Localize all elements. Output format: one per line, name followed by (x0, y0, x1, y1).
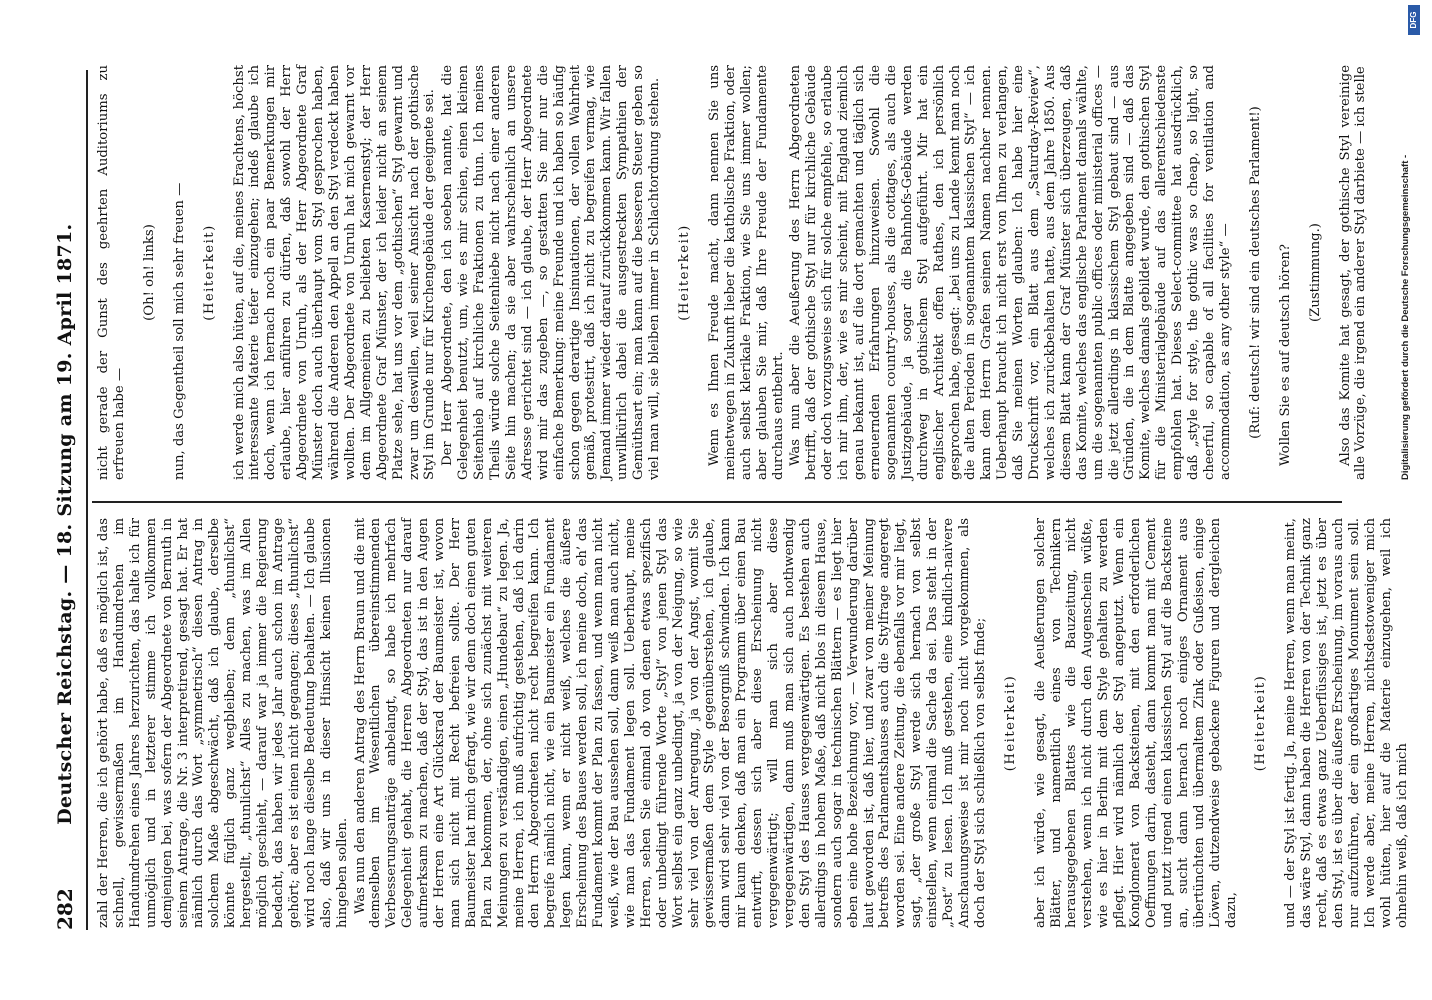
page-title: Deutscher Reichstag. — 18. Sitzung am 19. April 1871. (54, 223, 76, 825)
laughter-note: (Heiterkeit) (1002, 674, 1018, 772)
laughter-note: (Heiterkeit) (201, 224, 217, 321)
right-column (96, 65, 1371, 480)
paragraph: zahl der Herren, die ich gehört habe, daß es möglich ist, das schnell, gewissermaßen im Handumdrehen im Handumdrehen eines Jahres herzurichten, das halte ich für unmöglich und in letzterer stimme ich vollkommen demjenigen bei, was sofern der Abgeordnete von Bernuth in seinem Antrage, die Nr. 3 interpretirend, gesagt hat. Er hat nämlich durch das Wort „symmetrisch“ diesen Antrag in solchem Maße abgeschwächt, daß ich glaube, derselbe könnte füglich ganz wegbleiben; denn „thunlichst“ hergestellt, „thunlichst“ Alles zu machen, was im Allen möglich geschieht, — darauf war ja immer die Regierung bedacht, das haben wir jedes Jahr auch schon im Antrage gehört; aber es ist einen nicht gegangen; dieses „thunlichst“ wird noch lange dieselbe Bedeutung behalten. — Ich glaube also, daß wir uns in dieser Hinsicht keinen Illusionen hingeben sollen. (96, 518, 350, 928)
interjection: (Zustimmung.) (1307, 223, 1323, 322)
paragraph: Was nun den anderen Antrag des Herrn Braun und die mit demselben im Wesentlichen übereinstimmenden Verbesserungsanträge anbelangt, so habe ich mehrfach Gelegenheit gehabt, die Herren Abgeordneten nur darauf aufmerksam zu machen, daß der Styl, das ist in den Augen der Herren eine Art Glücksrad der Baumeister ist, wovon man sich nicht mit Recht befreien sollte. Der Herr Baumeister hat mich gefragt, wie wir denn doch einen guten Plan zu bekommen, der, ohne sich zunächst mit weiteren Meinungen zu verständigen, einen „Hundebau“ zu legen. Ja, meine Herren, ich muß aufrichtig gestehen, daß ich darin den Herrn Abgeordneten nicht recht begreifen kann. Ich begreife nämlich nicht, wie ein Baumeister ein Fundament legen kann, wenn er nicht weiß, welches die äußere Erscheinung des Baues werden soll, ich meine doch, eh’ das Fundament kommt der Plan zu fassen, und wenn man nicht weiß, wie der Bau aussehen soll, dann weiß man auch nicht, wie man das Fundament legen soll. Ueberhaupt, meine Herren, sehen Sie einmal ob von denen etwas spezifisch oder unbedingt führende Worte „Styl“ von jenen Styl das Wort selbst ein ganz unbedingt, ja von der Neigung, so wie sehr viel von der Anregung, ja von der Angst, womit Sie gewissermaßen dem Style gegenüberstehen, ich glaube, dann wird sehr viel von der Besorgniß schwinden. Ich kann mir kaum denken, daß man ein Programm über einen Bau entwirft, dessen sich aber diese Erscheinung nicht vergegenwärtigt; will man sich aber diese vergegenwärtigen, dann muß man sich auch nothwendig den Styl des Hauses vergegenwärtigen. Es bestehen auch allerdings in hohem Maße, daß nicht blos in diesem Hause, sondern auch sogar in technischen Blättern — es liegt hier eben eine hohe Bezeichnung vor, — Verwunderung darüber laut geworden ist, daß hier, und zwar von meiner Meinung betreffs des Parlamentshauses auch die Stylfrage angeregt worden sei. Eine andere Zeitung, die ebenfalls vor mir liegt, sagt, „der große Styl werde sich hernach von selbst einstellen, wenn einmal die Sache da sei. Das steht in der „Post“ zu lesen. Ich muß gestehen, eine kindlich-naivere Anschauungsweise ist mir noch nicht vorgekommen, als doch der Styl sich schließlich von selbst finde; (352, 518, 988, 928)
page-number: 282 (53, 888, 77, 930)
laughter-note: (Heiterkeit) (1253, 674, 1269, 772)
paragraph: nicht gerade der Gunst des geehrten Auditoriums zu erfreuen habe — (96, 65, 127, 480)
paragraph: Wollen Sie es auf deutsch hören? (1277, 244, 1293, 466)
laughter-note: (Heiterkeit) (677, 224, 692, 321)
paragraph: ich werde mich also hüten, auf die, meines Erachtens, höchst interessante Materie tiefer einzugehen; indeß glaube ich doch, wenn ich hernach noch ein paar Bemerkungen mir erlaube, hier anführen zu dürfen, daß sowohl der Herr Abgeordnete von Unruh, als der Herr Abgeordnete Graf Münster doch auch überhaupt vom Styl gesprochen haben, während die Anderen den Appell an den Styl verdeckt haben wollten. Der Abgeordnete von Unruh hat mich gewarnt vor dem im Allgemeinen zu beliebten Kasernenstyl; der Herr Abgeordnete Graf Münster, der ich leider nicht an seinem Platze sehe, hat uns vor dem „gothischen“ Styl gewarnt und zwar um deswillen, weil seiner Ansicht nach der gothische Styl im Grunde nur für Kirchengebäude der geeignete sei. (231, 65, 438, 480)
paragraph: und — der Styl ist fertig. Ja, meine Herren, wenn man meint, das wäre Styl, dann haben die Herren von der Technik ganz recht, daß es etwas ganz Ueberflüssiges ist, jetzt es über den Styl, ist es über die äußere Erscheinung, im voraus auch nur aufzuführen, der ein großartiges Monument sein soll. Ich werde aber, meine Herren, nichtsdestoweniger mich wohl hüten, hier auf die Materie einzugehen, weil ich ohnehin weiß, daß ich mich (1283, 518, 1410, 928)
column-divider (92, 501, 1342, 503)
paragraph: Also das Komite hat gesagt, der gothische Styl vereinige alle Vorzüge, die irgend ein anderer Styl darbiete — ich stelle (1337, 65, 1369, 480)
dfg-logo-badge: DFG (1408, 5, 1420, 35)
header-rule (86, 70, 88, 930)
digitization-credit: Digitalisierung gefördert durch die Deutsche Forschungsgemeinschaft - (1400, 154, 1411, 480)
page-header (50, 130, 80, 930)
interjection: (Ruf: deutsch! wir sind ein deutsches Parlament!) (1247, 106, 1263, 439)
left-column (96, 518, 1413, 928)
paragraph: Was nun aber die Aeußerung des Herrn Abgeordneten betrifft, daß der gothische Styl nur für kirchliche Gebäude oder doch vorzugsweise sich für solche empfehle, so erlaube ich mir ihm, der, wie es mir scheint, mit England ziemlich genau bekannt ist, auf die dort gemachten und täglich sich erneuernden Erfahrungen hinzuweisen. Sowohl die sogenannten country-houses, als die cottages, als auch die Justizgebäude, ja sogar die Bahnhofs-Gebäude werden durchweg in gothischem Styl aufgeführt. Mir hat ein englischer Architekt offen Rathes, den ich persönlich gesprochen habe, gesagt: „bei uns zu Lande kennt man noch die alten Perioden in sogenanntem klassischen Styl“ — ich kann dem Herrn Grafen seinen Namen nachher nennen. Ueberhaupt braucht ich nicht erst von Ihnen zu verlangen, daß Sie meinen Worten glauben: Ich habe hier eine Druckschrift vor, ein Blatt aus dem „Saturday-Review“, welches ich zurückbehalten hatte, aus dem Jahre 1850. Aus diesem Blatt kann der Graf Münster sich überzeugen, daß das Komite, welches das englische Parlament damals wählte, um die sogenannten public offices oder ministerial offices — die jetzt allerdings in klassischem Styl gebaut sind — aus Gründen, die in dem Blatte angegeben sind — daß das Komite, welches damals gebildet wurde, den gothischen Styl für die Ministerialgebäude auf das allerentschiedenste empfohlen hat. Dieses Select-committee hat ausdrücklich, daß „style for style, the gothic was so cheap, so light, so cheerful, so capable of all facilities for ventilation and accommodation, as any other style“ — (788, 65, 1233, 480)
interjection: (Oh! oh! links) (141, 224, 157, 321)
paragraph: nun, das Gegentheil soll mich sehr freuen — (171, 182, 187, 480)
paragraph: Wenn es Ihnen Freude macht, dann nennen Sie uns meinetwegen in Zukunft lieber die katholische Fraktion, oder auch selbst klerikale Fraktion, wie Sie uns immer wollen; aber glauben Sie mir, daß Ihre Freude der Fundamente durchaus entbehrt. (706, 65, 786, 480)
paragraph: aber ich würde, wie gesagt, die Aeußerungen solcher Blätter, und namentlich eines von Technikern herausgegebenen Blattes wie die Bauzeitung, nicht verstehen, wenn ich nicht durch den Augenschein wüßte, wie es hier in Berlin mit dem Style gehalten zu werden pflegt. Hier wird nämlich der Styl angeputzt. Wenn ein Konglomerat von Backsteinen, mit den erforderlichen Oeffnungen darin, dasteht, dann kommt man mit Cement und putzt irgend einen klassischen Styl auf die Backsteine an, sucht dann hernach noch einiges Ornament aus übertünchten und übermaltem Zink oder Gußeisen, einige Löwen, dutzendweise gebackene Figuren und dergleichen dazu, (1032, 518, 1239, 928)
paragraph: Der Herr Abgeordnete, den ich soeben nannte, hat die Gelegenheit benutzt, um, wie es mir schien, einen kleinen Seitenhieb auf kirchliche Fraktionen zu thun. Ich meines Theils würde solche Seitenhiebe nicht nach einer anderen Seite hin machen; da sie aber wahrscheinlich an unsere Adresse gerichtet sind — ich glaube, der Herr Abgeordnete wird mir das zugeben —, so gestatten Sie mir nur die einfache Bemerkung: meine Freunde und ich haben so häufig schon gegen derartige Insinuationen, der vollen Wahrheit gemäß, protestirt, daß ich nicht zu begreifen vermag, wie Jemand immer wieder darauf zurückkommen kann. Wir fallen unwillkürlich dabei die ausgestreckten Sympathien der Gemüthsart ein; man kann auf die besseren Steuer geben so viel man will, sie bleiben immer in Schlachtordnung stehen. (440, 65, 663, 480)
